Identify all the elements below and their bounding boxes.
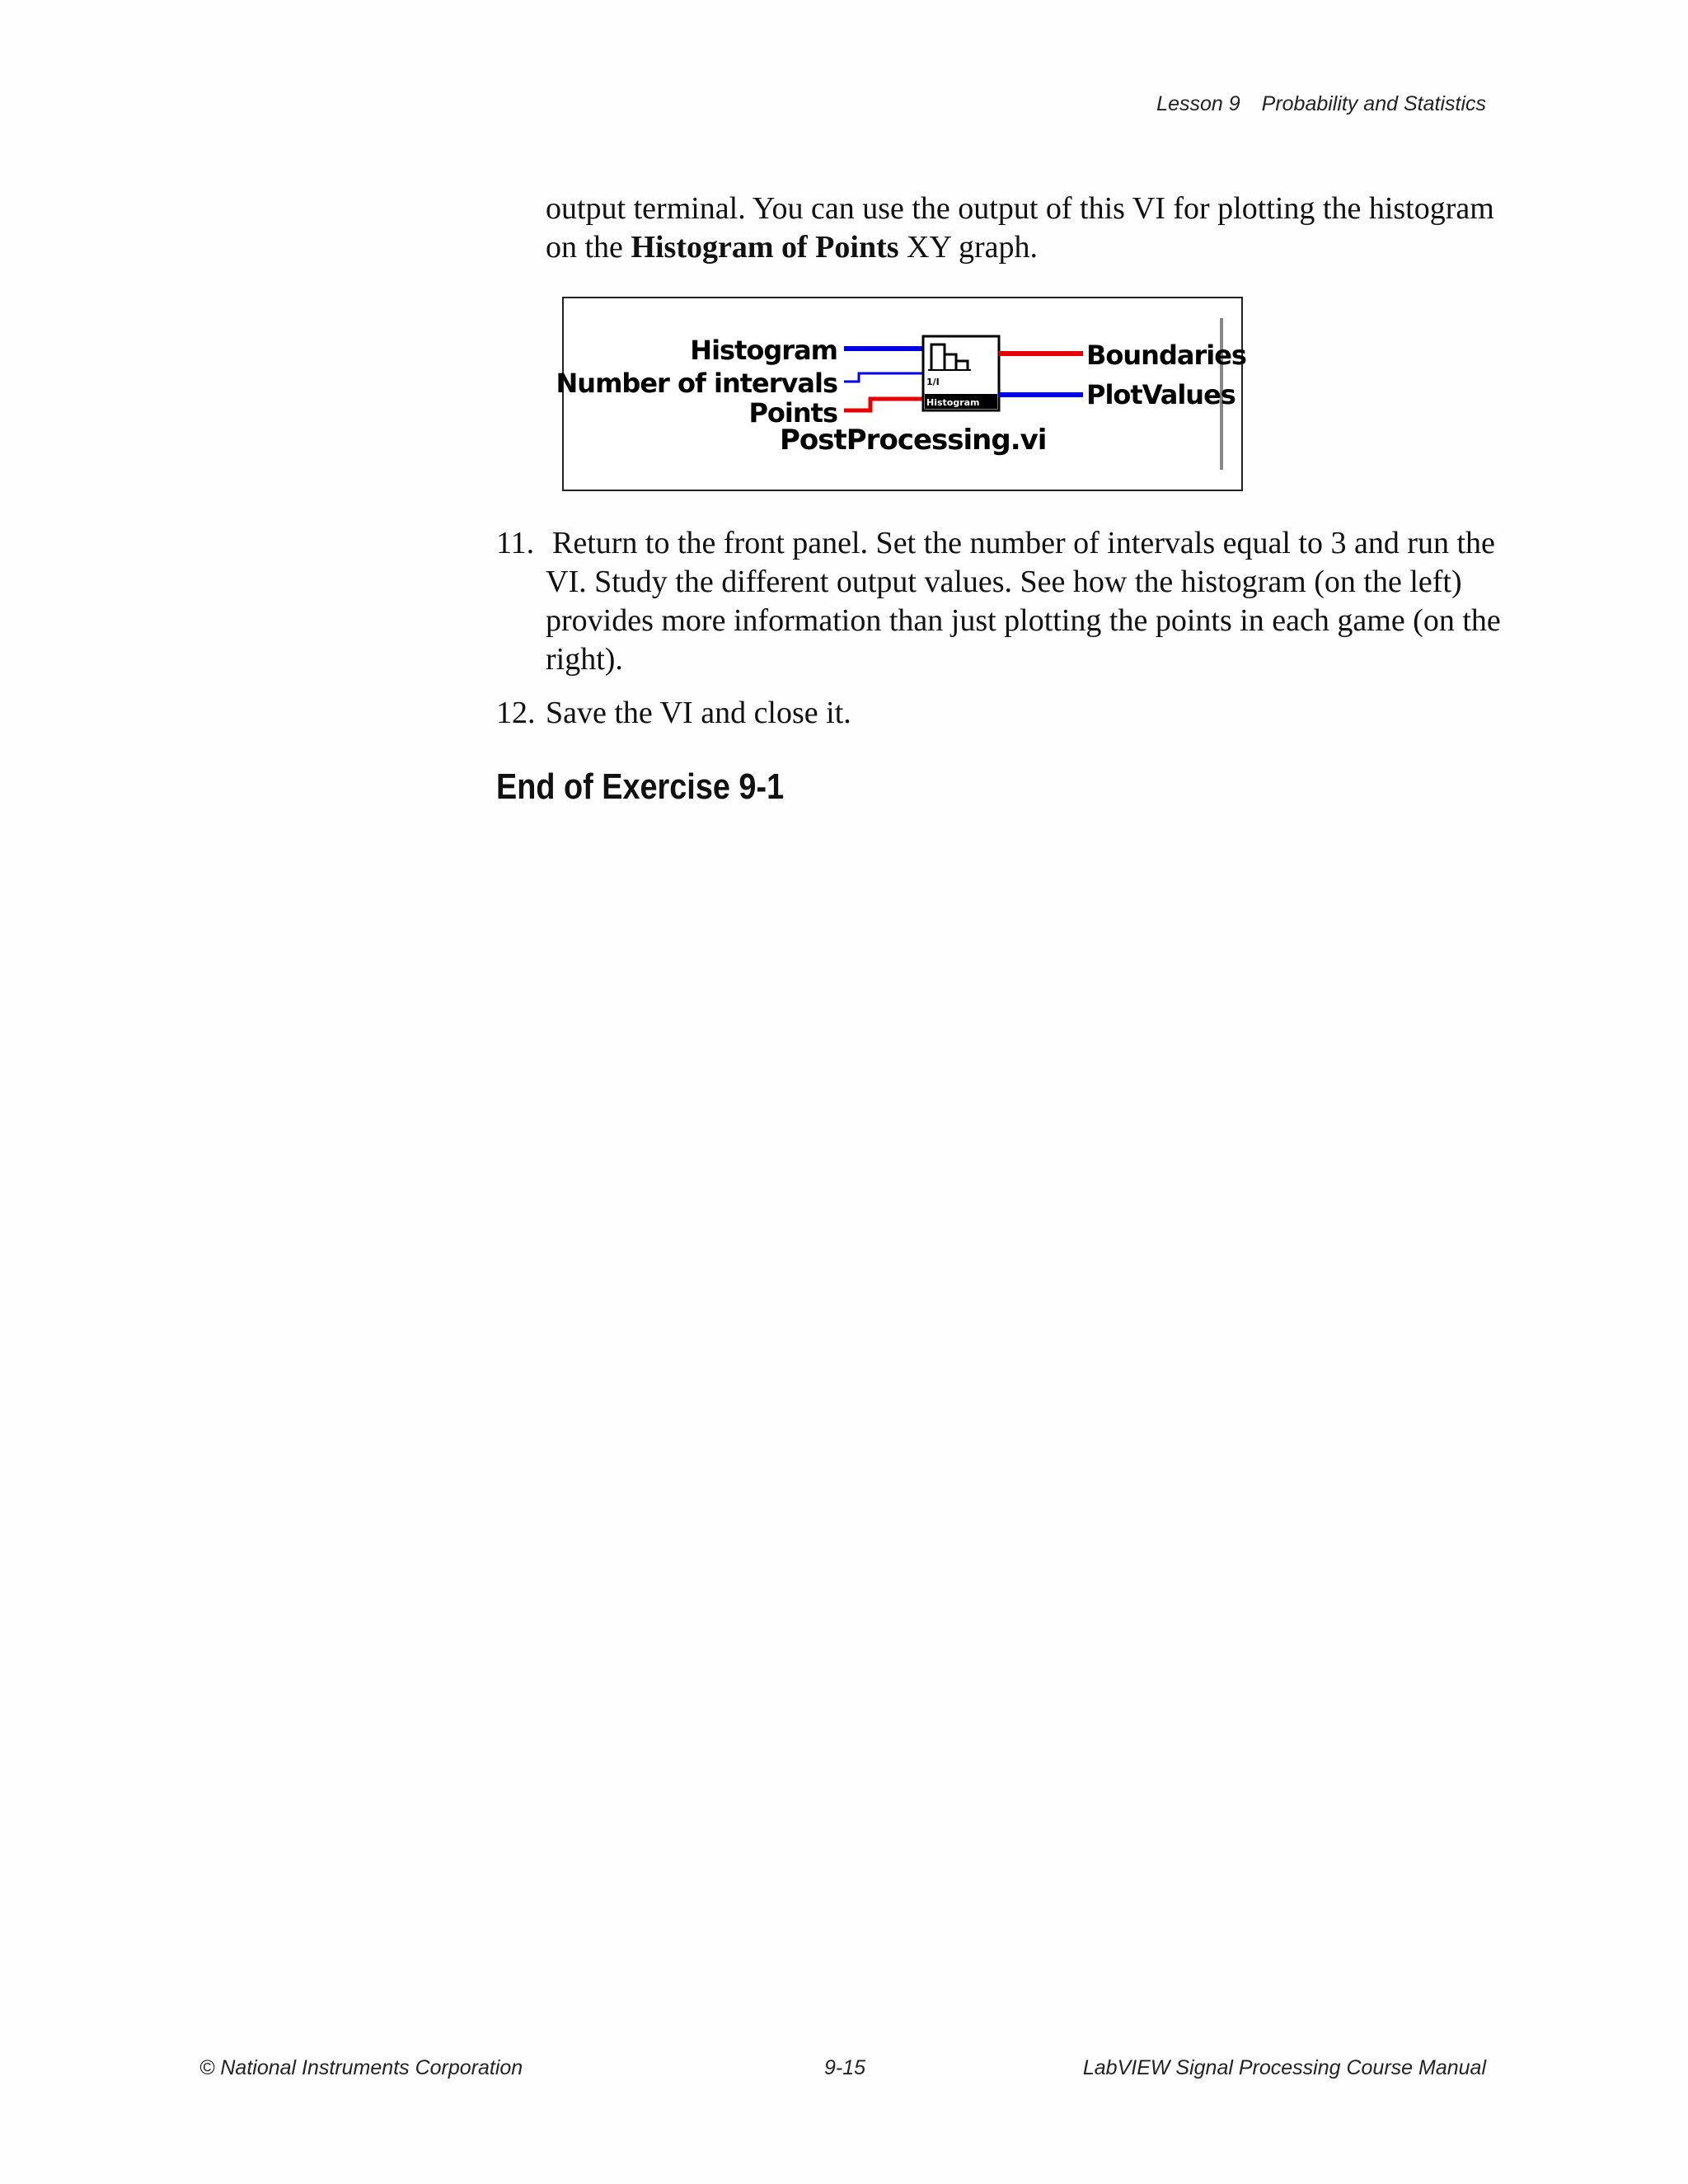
footer-right: LabVIEW Signal Processing Course Manual: [1082, 2056, 1486, 2079]
icon-text-line2: Histogram: [926, 397, 980, 408]
intro-paragraph: [546, 190, 1502, 267]
points-wire: [844, 399, 923, 410]
number-of-intervals-wire: [844, 373, 923, 382]
step-number: 11.: [496, 526, 535, 560]
footer-left: © National Instruments Corporation: [199, 2056, 523, 2079]
header-lesson: Lesson 9: [1156, 92, 1240, 115]
output-label-boundaries: Boundaries: [1086, 340, 1246, 371]
icon-text-line1: 1/I: [926, 377, 940, 387]
vi-connector-figure: [556, 297, 1246, 491]
footer-page-number: 9-15: [824, 2056, 866, 2079]
step-text: Save the VI and close it.: [546, 696, 851, 730]
step-number: 12.: [496, 696, 536, 730]
input-label-histogram: Histogram: [690, 335, 837, 366]
running-header: [1156, 92, 1486, 116]
end-of-exercise-heading: End of Exercise 9-1: [496, 766, 785, 807]
step-text: Return to the front panel. Set the number of intervals equal to 3 and run the VI. Study the different output values. See how the histogram (on the left) provides more information than just plotting the points in each game (on the right).: [546, 526, 1501, 677]
header-title: Probability and Statistics: [1261, 92, 1486, 115]
intro-text-after: XY graph.: [898, 230, 1039, 265]
input-label-number-of-intervals: Number of intervals: [556, 368, 837, 399]
vi-name-label: PostProcessing.vi: [780, 424, 1047, 457]
intro-text-before: output terminal. You can use the output of this VI for plotting the histogram on the: [546, 191, 1494, 265]
step-12: [496, 694, 1502, 735]
step-11: [496, 524, 1502, 689]
intro-bold-term: Histogram of Points: [631, 230, 899, 265]
input-label-points: Points: [748, 397, 837, 429]
output-label-plotvalues: PlotValues: [1086, 379, 1236, 410]
